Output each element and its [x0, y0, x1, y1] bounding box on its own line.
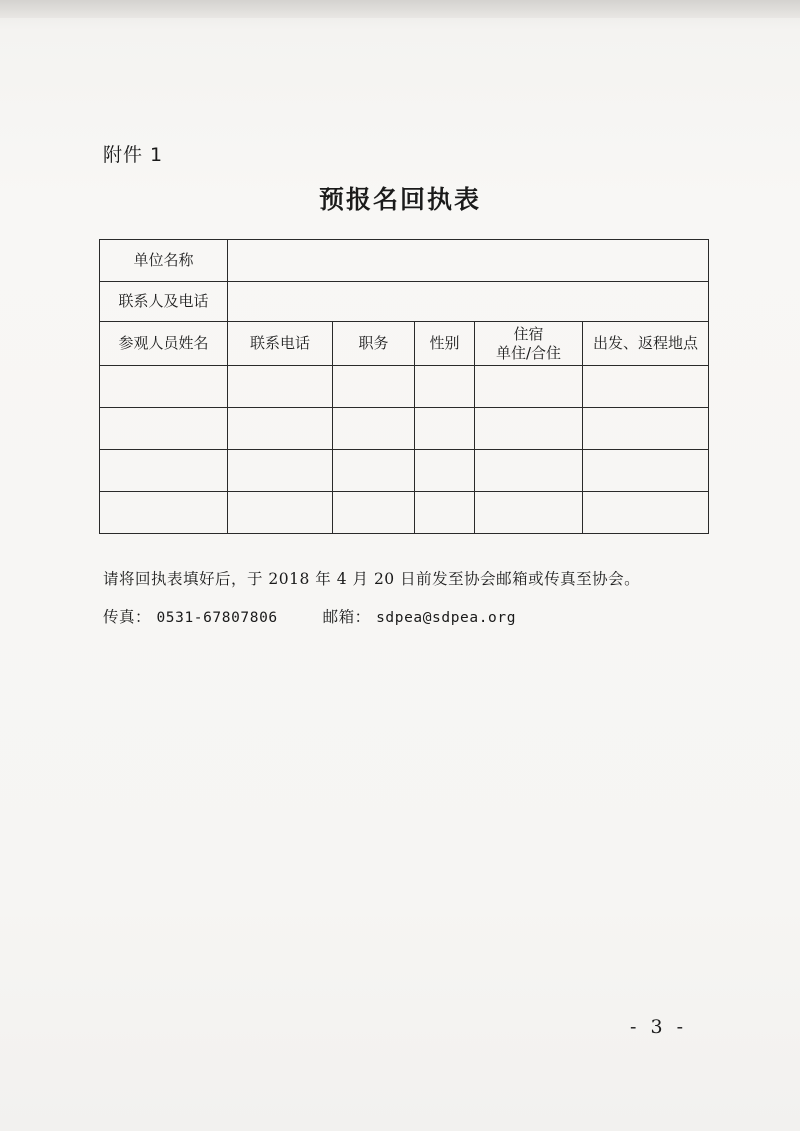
header-lodging-line2: 单住/合住	[495, 343, 562, 362]
table-cell[interactable]	[228, 366, 333, 408]
table-cell[interactable]	[333, 450, 415, 492]
unit-name-row	[100, 240, 709, 282]
scan-top-edge	[0, 0, 800, 18]
table-cell[interactable]	[415, 408, 475, 450]
table-row	[100, 492, 709, 534]
table-cell[interactable]	[583, 366, 709, 408]
table-cell[interactable]	[228, 450, 333, 492]
page-number: - 3 -	[630, 1016, 688, 1038]
contact-info	[103, 605, 516, 627]
header-location: 出发、返程地点	[583, 322, 709, 366]
email-label: 邮箱：	[322, 608, 371, 626]
table-cell[interactable]	[333, 408, 415, 450]
table-cell[interactable]	[475, 492, 583, 534]
table-cell[interactable]	[228, 408, 333, 450]
table-cell[interactable]	[333, 366, 415, 408]
table-cell[interactable]	[583, 492, 709, 534]
table-cell[interactable]	[475, 450, 583, 492]
table-cell[interactable]	[415, 366, 475, 408]
table-cell[interactable]	[100, 408, 228, 450]
fax-label: 传真：	[103, 608, 152, 626]
unit-name-label: 单位名称	[100, 240, 228, 282]
table-row	[100, 366, 709, 408]
header-phone: 联系电话	[228, 322, 333, 366]
header-gender: 性别	[415, 322, 475, 366]
contact-row	[100, 282, 709, 322]
header-lodging	[475, 322, 583, 366]
form-title: 预报名回执表	[318, 185, 481, 214]
table-cell[interactable]	[100, 450, 228, 492]
fax-number: 0531-67807806	[156, 610, 278, 626]
table-row	[100, 408, 709, 450]
header-row	[100, 322, 709, 366]
table-cell[interactable]	[475, 408, 583, 450]
table-cell[interactable]	[475, 366, 583, 408]
submission-note: 请将回执表填好后，于 2018 年 4 月 20 日前发至协会邮箱或传真至协会。	[103, 570, 641, 588]
header-name: 参观人员姓名	[100, 322, 228, 366]
header-position: 职务	[333, 322, 415, 366]
table-cell[interactable]	[415, 450, 475, 492]
table-cell[interactable]	[583, 408, 709, 450]
registration-table	[99, 239, 709, 534]
table-cell[interactable]	[333, 492, 415, 534]
email-address[interactable]: sdpea@sdpea.org	[376, 610, 517, 626]
attachment-label: 附件 1	[103, 144, 164, 166]
unit-name-field[interactable]	[228, 240, 709, 282]
contact-field[interactable]	[228, 282, 709, 322]
table-cell[interactable]	[228, 492, 333, 534]
table-cell[interactable]	[583, 450, 709, 492]
table-cell[interactable]	[100, 366, 228, 408]
table-cell[interactable]	[415, 492, 475, 534]
header-lodging-line1: 住宿	[513, 324, 544, 343]
table-cell[interactable]	[100, 492, 228, 534]
contact-label: 联系人及电话	[100, 282, 228, 322]
table-row	[100, 450, 709, 492]
